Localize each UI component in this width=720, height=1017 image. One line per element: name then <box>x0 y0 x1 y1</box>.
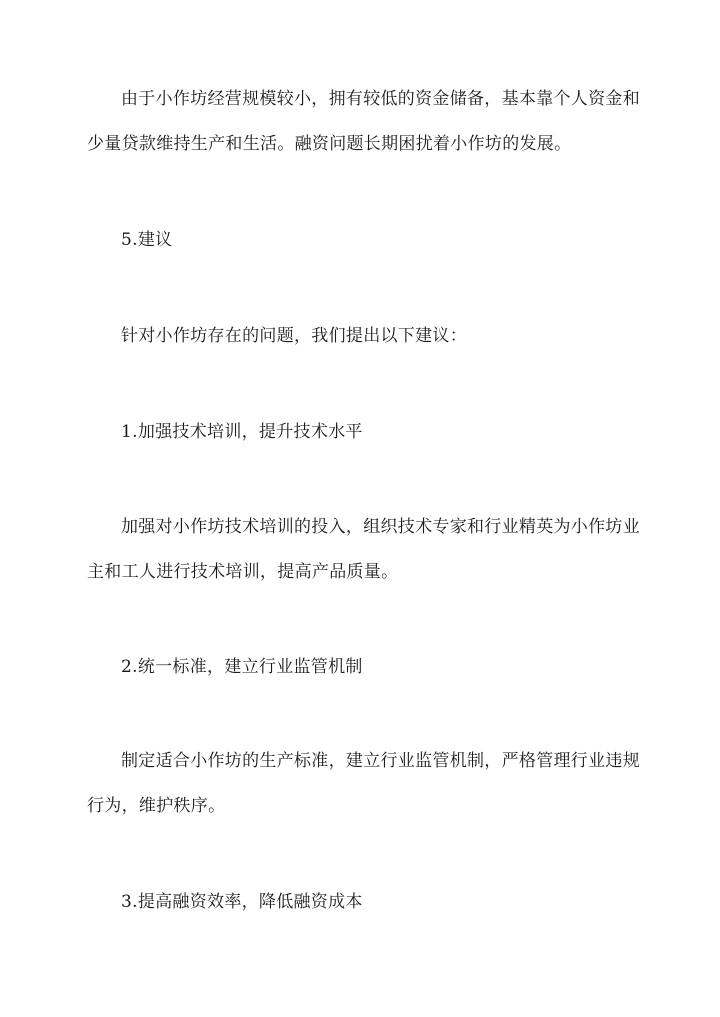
suggestion-2-text-line-1: 制定适合小作坊的生产标准，建立行业监管机制，严格管理行业违规 <box>121 751 640 771</box>
paragraph-financing-line-2: 少量贷款维持生产和生活。融资问题长期困扰着小作坊的发展。 <box>87 134 572 154</box>
suggestion-2-heading: 2.统一标准，建立行业监管机制 <box>121 657 363 677</box>
suggestion-1-heading: 1.加强技术培训，提升技术水平 <box>121 422 363 442</box>
paragraph-financing-line-1: 由于小作坊经营规模较小，拥有较低的资金储备，基本靠个人资金和 <box>121 89 640 109</box>
suggestion-1-text-line-2: 主和工人进行技术培训，提高产品质量。 <box>87 562 399 582</box>
suggestion-1-text-line-1: 加强对小作坊技术培训的投入，组织技术专家和行业精英为小作坊业 <box>121 517 640 537</box>
section-heading-suggestions: 5.建议 <box>121 230 173 250</box>
suggestion-2-text-line-2: 行为，维护秩序。 <box>87 796 226 816</box>
suggestion-3-heading: 3.提高融资效率，降低融资成本 <box>121 892 363 912</box>
suggestions-intro: 针对小作坊存在的问题，我们提出以下建议： <box>121 326 467 346</box>
